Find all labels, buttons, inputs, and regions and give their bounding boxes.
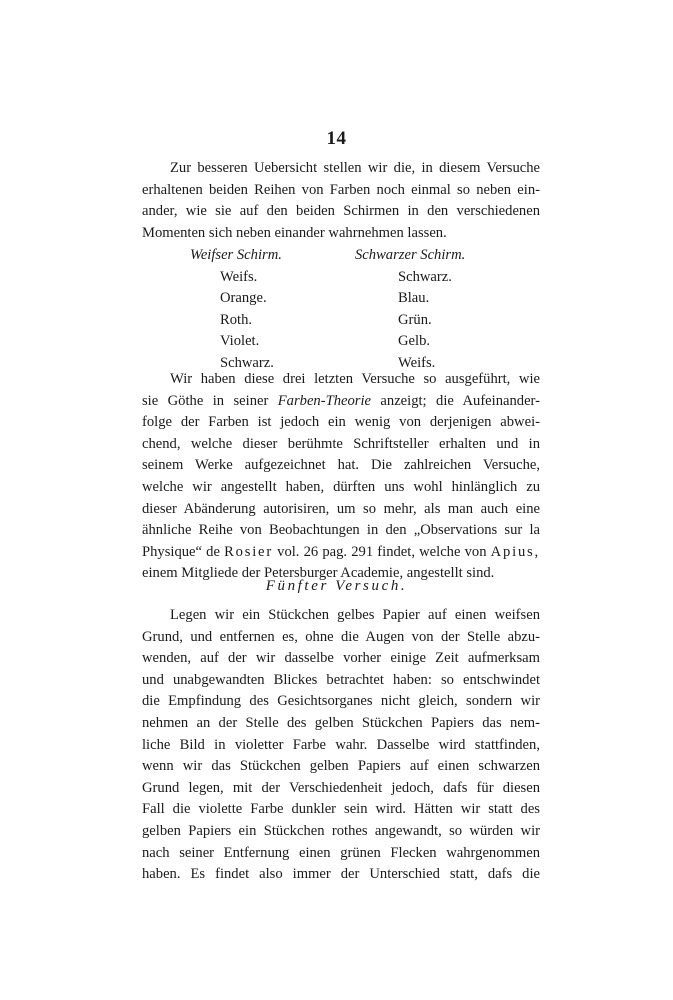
text-fragment: sie Göthe in seiner bbox=[142, 392, 278, 409]
text-line: nach seiner Entfernung einen grünen Flecken wahrgenommen bbox=[142, 844, 540, 861]
text-line: ähnliche Reihe von Beobachtungen in den „Observations sur la bbox=[142, 522, 540, 539]
text-line: einem Mitgliede der Petersburger Academie, angestellt sind. bbox=[142, 565, 495, 582]
text-line: wenden, auf der wir dasselbe vorher einige Zeit aufmerksam bbox=[142, 650, 540, 667]
third-paragraph bbox=[142, 605, 540, 886]
white-screen-heading: Weifser Schirm. bbox=[190, 247, 282, 263]
page-number: 14 bbox=[326, 128, 347, 149]
author-name: Apius, bbox=[490, 543, 540, 560]
text-line: Grund, und entfernen es, ohne die Augen von der Stelle abzu- bbox=[142, 628, 540, 645]
table-cell: Schwarz. bbox=[220, 354, 274, 371]
section-heading: Fünfter Versuch. bbox=[265, 578, 408, 594]
author-name: Rosier bbox=[224, 543, 273, 560]
text-line: seinem Werke aufgezeichnet hat. Die zahlreichen Versuche, bbox=[142, 457, 540, 474]
text-fragment: vol. 26 pag. 291 findet, welche von bbox=[273, 543, 491, 560]
text-line: wenn wir das Stückchen gelben Papiers auf einen schwarzen bbox=[142, 758, 540, 775]
text-line: Fall die violette Farbe dunkler sein wird. Hätten wir statt des bbox=[142, 801, 540, 818]
text-line: gelben Papiers ein Stückchen rothes angewandt, so würden wir bbox=[142, 822, 540, 839]
table-cell: Grün. bbox=[398, 311, 432, 328]
text-line: Wir haben diese drei letzten Versuche so ausgeführt, wie bbox=[170, 371, 540, 387]
text-line bbox=[142, 542, 540, 564]
text-line: nehmen an der Stelle des gelben Stückchen Papiers das nem- bbox=[142, 714, 540, 731]
table-cell: Gelb. bbox=[398, 333, 431, 350]
text-line bbox=[142, 391, 540, 413]
table-cell: Weifs. bbox=[220, 268, 258, 285]
text-line: liche Bild in violetter Farbe wahr. Dasselbe wird stattfinden, bbox=[142, 736, 540, 753]
table-cell: Orange. bbox=[220, 290, 267, 307]
table-cell: Violet. bbox=[220, 333, 260, 350]
text-fragment: Physique“ de bbox=[142, 543, 225, 560]
text-line: Grund legen, mit der Verschiedenheit jedoch, dafs für diesen bbox=[142, 779, 540, 796]
text-line: ander, wie sie auf den beiden Schirmen in den verschiedenen bbox=[142, 203, 540, 220]
white-screen-column bbox=[190, 245, 282, 375]
text-line: haben. Es findet also immer der Unterschied statt, dafs die bbox=[142, 866, 540, 883]
intro-paragraph bbox=[142, 158, 540, 244]
table-cell: Weifs. bbox=[398, 354, 436, 371]
table-cell: Roth. bbox=[220, 311, 253, 328]
text-line: Legen wir ein Stückchen gelbes Papier auf einen weifsen bbox=[170, 607, 540, 623]
text-line: die Empfindung des Gesichtsorganes nicht gleich, sondern wir bbox=[142, 693, 540, 710]
text-line: Momenten sich neben einander wahrnehmen lassen. bbox=[142, 224, 447, 241]
black-screen-heading: Schwarzer Schirm. bbox=[355, 247, 466, 263]
book-title: Farben-Theorie bbox=[277, 392, 371, 409]
text-fragment: anzeigt; die Aufeinander- bbox=[371, 392, 540, 409]
black-screen-column bbox=[355, 245, 465, 375]
table-cell: Schwarz. bbox=[398, 268, 452, 285]
table-cell: Blau. bbox=[398, 290, 430, 307]
text-line: folge der Farben ist jedoch ein wenig von derjenigen abwei- bbox=[142, 414, 540, 431]
text-line: erhaltenen beiden Reihen von Farben noch einmal so neben ein- bbox=[142, 181, 540, 198]
text-line: welche wir angestellt haben, dürften uns wohl hinlänglich zu bbox=[142, 478, 540, 495]
second-paragraph bbox=[142, 369, 540, 585]
text-line: dieser Abänderung autorisiren, um so mehr, als man auch eine bbox=[142, 500, 540, 517]
text-line: und unabgewandten Blickes betrachtet haben: so entschwindet bbox=[142, 671, 540, 688]
text-line: chend, welche dieser berühmte Schriftsteller erhalten und in bbox=[142, 435, 540, 452]
text-line: Zur besseren Uebersicht stellen wir die, in diesem Versuche bbox=[170, 160, 540, 176]
